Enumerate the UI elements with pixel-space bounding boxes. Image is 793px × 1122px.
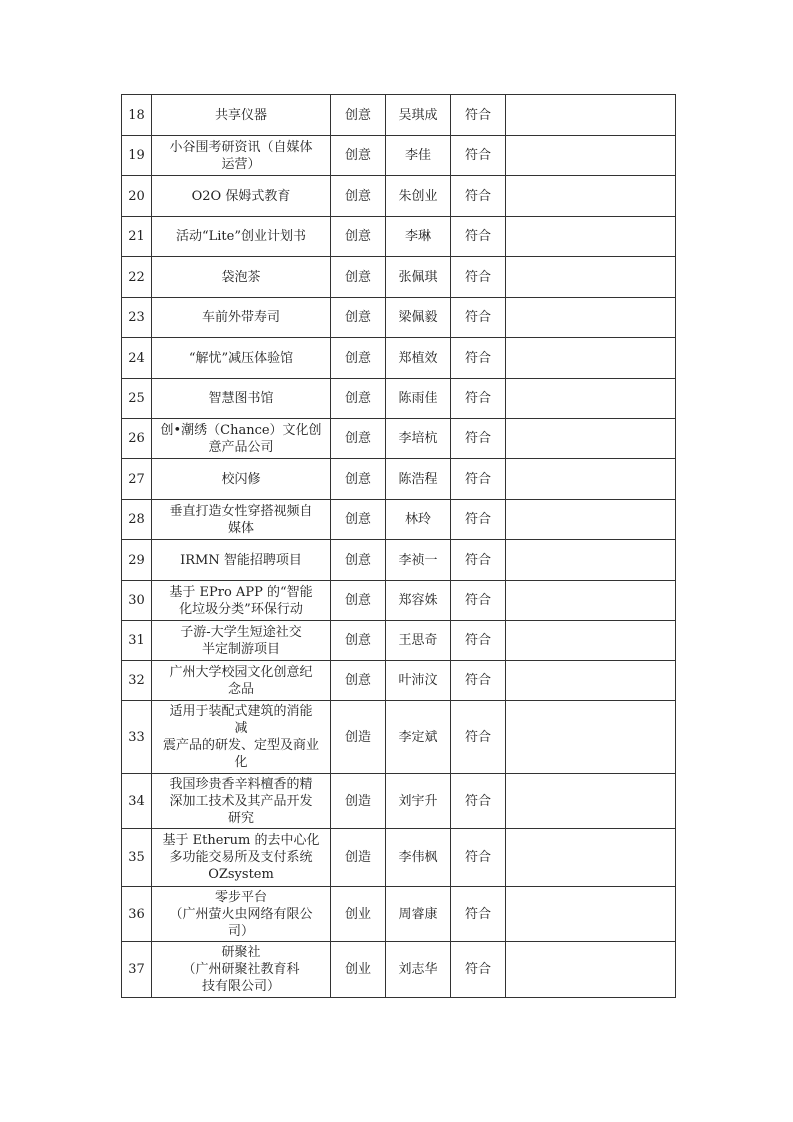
remark-cell bbox=[506, 459, 676, 500]
row-number-cell: 20 bbox=[122, 176, 152, 217]
table-row bbox=[122, 257, 676, 298]
category-cell: 创意 bbox=[331, 621, 386, 661]
table-row bbox=[122, 621, 676, 661]
leader-cell: 李伟枫 bbox=[386, 829, 451, 887]
table-row bbox=[122, 176, 676, 217]
row-number-cell: 34 bbox=[122, 774, 152, 829]
leader-cell: 王思奇 bbox=[386, 621, 451, 661]
result-cell: 符合 bbox=[451, 459, 506, 500]
remark-cell bbox=[506, 176, 676, 217]
result-cell: 符合 bbox=[451, 887, 506, 942]
remark-cell bbox=[506, 942, 676, 998]
result-cell: 符合 bbox=[451, 338, 506, 379]
row-number-cell: 28 bbox=[122, 500, 152, 540]
category-cell: 创意 bbox=[331, 298, 386, 338]
project-name-cell: 校闪修 bbox=[152, 459, 331, 500]
project-name-cell: 智慧图书馆 bbox=[152, 379, 331, 419]
leader-cell: 刘志华 bbox=[386, 942, 451, 998]
leader-cell: 林玲 bbox=[386, 500, 451, 540]
remark-cell bbox=[506, 581, 676, 621]
result-cell: 符合 bbox=[451, 774, 506, 829]
row-number-cell: 29 bbox=[122, 540, 152, 581]
project-table bbox=[121, 94, 676, 998]
leader-cell: 陈浩程 bbox=[386, 459, 451, 500]
project-name-cell: “解忧”减压体验馆 bbox=[152, 338, 331, 379]
table-row bbox=[122, 379, 676, 419]
table-row bbox=[122, 338, 676, 379]
category-cell: 创造 bbox=[331, 829, 386, 887]
project-name-cell: 零步平台 （广州萤火虫网络有限公 司） bbox=[152, 887, 331, 942]
result-cell: 符合 bbox=[451, 661, 506, 701]
category-cell: 创意 bbox=[331, 500, 386, 540]
table-row bbox=[122, 136, 676, 176]
remark-cell bbox=[506, 661, 676, 701]
remark-cell bbox=[506, 500, 676, 540]
table-row bbox=[122, 500, 676, 540]
leader-cell: 李祯一 bbox=[386, 540, 451, 581]
result-cell: 符合 bbox=[451, 701, 506, 774]
table-row bbox=[122, 942, 676, 998]
table-row bbox=[122, 581, 676, 621]
category-cell: 创意 bbox=[331, 661, 386, 701]
project-name-cell: O2O 保姆式教育 bbox=[152, 176, 331, 217]
result-cell: 符合 bbox=[451, 95, 506, 136]
row-number-cell: 19 bbox=[122, 136, 152, 176]
leader-cell: 朱创业 bbox=[386, 176, 451, 217]
remark-cell bbox=[506, 419, 676, 459]
remark-cell bbox=[506, 257, 676, 298]
leader-cell: 梁佩毅 bbox=[386, 298, 451, 338]
remark-cell bbox=[506, 701, 676, 774]
leader-cell: 李定斌 bbox=[386, 701, 451, 774]
leader-cell: 周睿康 bbox=[386, 887, 451, 942]
project-name-cell: 袋泡茶 bbox=[152, 257, 331, 298]
remark-cell bbox=[506, 829, 676, 887]
table-row bbox=[122, 774, 676, 829]
category-cell: 创造 bbox=[331, 774, 386, 829]
row-number-cell: 18 bbox=[122, 95, 152, 136]
table-row bbox=[122, 540, 676, 581]
row-number-cell: 31 bbox=[122, 621, 152, 661]
remark-cell bbox=[506, 217, 676, 257]
table-row bbox=[122, 701, 676, 774]
leader-cell: 郑容姝 bbox=[386, 581, 451, 621]
result-cell: 符合 bbox=[451, 379, 506, 419]
table-row bbox=[122, 829, 676, 887]
category-cell: 创意 bbox=[331, 459, 386, 500]
remark-cell bbox=[506, 379, 676, 419]
leader-cell: 李佳 bbox=[386, 136, 451, 176]
result-cell: 符合 bbox=[451, 217, 506, 257]
result-cell: 符合 bbox=[451, 176, 506, 217]
row-number-cell: 24 bbox=[122, 338, 152, 379]
row-number-cell: 23 bbox=[122, 298, 152, 338]
result-cell: 符合 bbox=[451, 419, 506, 459]
remark-cell bbox=[506, 338, 676, 379]
row-number-cell: 26 bbox=[122, 419, 152, 459]
remark-cell bbox=[506, 621, 676, 661]
remark-cell bbox=[506, 298, 676, 338]
leader-cell: 李培杭 bbox=[386, 419, 451, 459]
result-cell: 符合 bbox=[451, 257, 506, 298]
table-row bbox=[122, 217, 676, 257]
row-number-cell: 35 bbox=[122, 829, 152, 887]
category-cell: 创意 bbox=[331, 338, 386, 379]
table-row bbox=[122, 298, 676, 338]
row-number-cell: 32 bbox=[122, 661, 152, 701]
row-number-cell: 36 bbox=[122, 887, 152, 942]
table-row bbox=[122, 419, 676, 459]
category-cell: 创意 bbox=[331, 176, 386, 217]
result-cell: 符合 bbox=[451, 942, 506, 998]
leader-cell: 郑植效 bbox=[386, 338, 451, 379]
remark-cell bbox=[506, 136, 676, 176]
result-cell: 符合 bbox=[451, 540, 506, 581]
leader-cell: 叶沛汶 bbox=[386, 661, 451, 701]
project-name-cell: IRMN 智能招聘项目 bbox=[152, 540, 331, 581]
result-cell: 符合 bbox=[451, 621, 506, 661]
remark-cell bbox=[506, 540, 676, 581]
leader-cell: 李琳 bbox=[386, 217, 451, 257]
row-number-cell: 37 bbox=[122, 942, 152, 998]
category-cell: 创意 bbox=[331, 379, 386, 419]
project-name-cell: 子游-大学生短途社交 半定制游项目 bbox=[152, 621, 331, 661]
project-name-cell: 基于 Etherum 的去中心化 多功能交易所及支付系统 OZsystem bbox=[152, 829, 331, 887]
row-number-cell: 25 bbox=[122, 379, 152, 419]
category-cell: 创意 bbox=[331, 257, 386, 298]
result-cell: 符合 bbox=[451, 581, 506, 621]
remark-cell bbox=[506, 774, 676, 829]
leader-cell: 张佩琪 bbox=[386, 257, 451, 298]
category-cell: 创意 bbox=[331, 419, 386, 459]
project-name-cell: 适用于装配式建筑的消能 减 震产品的研发、定型及商业 化 bbox=[152, 701, 331, 774]
category-cell: 创意 bbox=[331, 95, 386, 136]
project-name-cell: 创•潮绣（Chance）文化创 意产品公司 bbox=[152, 419, 331, 459]
row-number-cell: 33 bbox=[122, 701, 152, 774]
table-row bbox=[122, 887, 676, 942]
table-row bbox=[122, 459, 676, 500]
category-cell: 创业 bbox=[331, 942, 386, 998]
table-row bbox=[122, 661, 676, 701]
result-cell: 符合 bbox=[451, 136, 506, 176]
remark-cell bbox=[506, 887, 676, 942]
category-cell: 创意 bbox=[331, 581, 386, 621]
project-name-cell: 活动“Lite”创业计划书 bbox=[152, 217, 331, 257]
project-name-cell: 研聚社 （广州研聚社教育科 技有限公司） bbox=[152, 942, 331, 998]
category-cell: 创造 bbox=[331, 701, 386, 774]
row-number-cell: 30 bbox=[122, 581, 152, 621]
row-number-cell: 21 bbox=[122, 217, 152, 257]
leader-cell: 吴琪成 bbox=[386, 95, 451, 136]
category-cell: 创业 bbox=[331, 887, 386, 942]
category-cell: 创意 bbox=[331, 540, 386, 581]
leader-cell: 刘宇升 bbox=[386, 774, 451, 829]
result-cell: 符合 bbox=[451, 829, 506, 887]
row-number-cell: 27 bbox=[122, 459, 152, 500]
category-cell: 创意 bbox=[331, 217, 386, 257]
row-number-cell: 22 bbox=[122, 257, 152, 298]
project-name-cell: 垂直打造女性穿搭视频自 媒体 bbox=[152, 500, 331, 540]
result-cell: 符合 bbox=[451, 500, 506, 540]
project-name-cell: 小谷围考研资讯（自媒体 运营） bbox=[152, 136, 331, 176]
remark-cell bbox=[506, 95, 676, 136]
project-name-cell: 共享仪器 bbox=[152, 95, 331, 136]
table-row bbox=[122, 95, 676, 136]
project-name-cell: 车前外带寿司 bbox=[152, 298, 331, 338]
category-cell: 创意 bbox=[331, 136, 386, 176]
project-name-cell: 基于 EPro APP 的“智能 化垃圾分类”环保行动 bbox=[152, 581, 331, 621]
leader-cell: 陈雨佳 bbox=[386, 379, 451, 419]
project-name-cell: 我国珍贵香辛料檀香的精 深加工技术及其产品开发 研究 bbox=[152, 774, 331, 829]
project-name-cell: 广州大学校园文化创意纪 念品 bbox=[152, 661, 331, 701]
result-cell: 符合 bbox=[451, 298, 506, 338]
